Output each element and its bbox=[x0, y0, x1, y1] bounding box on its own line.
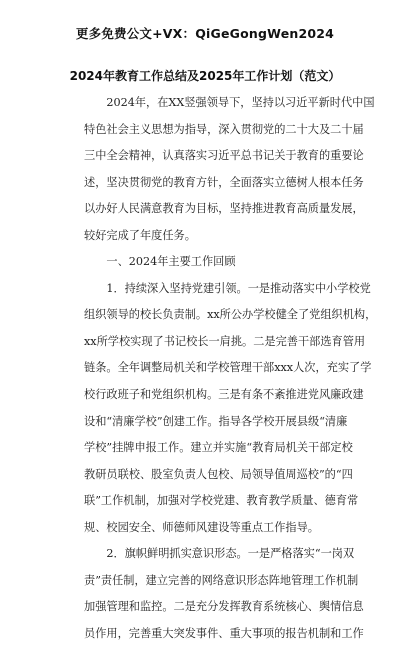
body-line: 链条。全年调整局机关和学校管理干部xxx人次，充实了学 bbox=[84, 361, 372, 375]
body-line: 2024年，在XX竖强领导下，坚持以习近平新时代中国 bbox=[84, 96, 375, 109]
body-line: 员作用，完善重大突发事件、重大事项的报告机制和工作 bbox=[84, 626, 364, 640]
document-title: 2024年教育工作总结及2025年工作计划（范文） bbox=[69, 69, 341, 83]
body-line: 2．旗帜鲜明抓实意识形态。一是严格落实“一岗双 bbox=[84, 547, 355, 561]
section-heading: 一、2024年主要工作回顾 bbox=[84, 255, 236, 269]
body-line: 1．持续深入坚持党建引领。一是推动落实中小学校党 bbox=[84, 281, 371, 295]
body-line: 加强管理和监控。二是充分发挥教育系统核心、舆情信息 bbox=[84, 600, 364, 614]
body-line: 规、校园安全、师德师风建设等重点工作指导。 bbox=[84, 520, 319, 534]
body-line: 教研员联校、股室负责人包校、局领导值周巡校”的“四 bbox=[84, 467, 353, 481]
body-line: 学校”挂牌申报工作。建立并实施“教育局机关干部定校 bbox=[84, 441, 353, 455]
body-line: 三中全会精神，认真落实习近平总书记关于教育的重要论 bbox=[84, 149, 364, 163]
body-line: 组织领导的校长负责制。xx所公办学校健全了党组织机构， bbox=[84, 308, 377, 322]
body-line: 较好完成了年度任务。 bbox=[84, 228, 196, 242]
body-line: 述，坚决贯彻党的教育方针，全面落实立德树人根本任务 bbox=[84, 175, 364, 189]
body-line: 责”责任制，建立完善的网络意识形态阵地管理工作机制 bbox=[84, 573, 359, 587]
body-line: xx所学校实现了书记校长一肩挑。二是完善干部选育管用 bbox=[84, 334, 366, 348]
body-line: 以办好人民满意教育为目标，坚持推进教育高质量发展， bbox=[84, 202, 364, 216]
document-body bbox=[84, 90, 377, 647]
promo-banner: 更多免费公文+VX：QiGeGongWen2024 bbox=[75, 26, 335, 41]
body-line: 联”工作机制，加强对学校党建、教育教学质量、德育常 bbox=[84, 494, 359, 508]
body-line: 校行政班子和党组织机构。三是有条不紊推进党风廉政建 bbox=[84, 388, 364, 402]
body-line: 特色社会主义思想为指导，深入贯彻党的二十大及二十届 bbox=[84, 122, 364, 136]
body-line: 设和“清廉学校”创建工作。指导各学校开展县级“清廉 bbox=[84, 414, 348, 428]
